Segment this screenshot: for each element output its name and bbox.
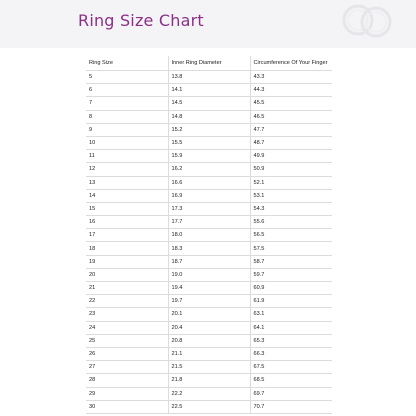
cell-ring-size: 26 xyxy=(86,347,168,360)
cell-circumference: 53.1 xyxy=(250,189,332,202)
cell-ring-size: 15 xyxy=(86,202,168,215)
cell-circumference: 63.1 xyxy=(250,308,332,321)
table-row xyxy=(86,308,332,321)
cell-ring-size: 13 xyxy=(86,176,168,189)
size-table-container xyxy=(86,56,332,414)
table-row xyxy=(86,255,332,268)
table-row xyxy=(86,334,332,347)
cell-inner-diameter: 17.7 xyxy=(168,216,250,229)
table-row xyxy=(86,242,332,255)
table-row xyxy=(86,321,332,334)
table-row xyxy=(86,400,332,413)
table-header-row xyxy=(86,56,332,71)
cell-ring-size: 6 xyxy=(86,84,168,97)
cell-inner-diameter: 18.7 xyxy=(168,255,250,268)
cell-inner-diameter: 15.9 xyxy=(168,150,250,163)
cell-circumference: 56.5 xyxy=(250,229,332,242)
cell-inner-diameter: 14.5 xyxy=(168,97,250,110)
cell-ring-size: 20 xyxy=(86,268,168,281)
table-row xyxy=(86,189,332,202)
cell-ring-size: 8 xyxy=(86,110,168,123)
table-row xyxy=(86,361,332,374)
table-row xyxy=(86,202,332,215)
cell-inner-diameter: 16.2 xyxy=(168,163,250,176)
cell-ring-size: 17 xyxy=(86,229,168,242)
cell-circumference: 68.5 xyxy=(250,374,332,387)
table-row xyxy=(86,374,332,387)
table-row xyxy=(86,136,332,149)
cell-circumference: 47.7 xyxy=(250,123,332,136)
cell-ring-size: 9 xyxy=(86,123,168,136)
header-band xyxy=(0,0,416,48)
cell-circumference: 57.5 xyxy=(250,242,332,255)
cell-circumference: 52.1 xyxy=(250,176,332,189)
cell-inner-diameter: 18.0 xyxy=(168,229,250,242)
header-ring-size: Ring Size xyxy=(86,56,168,71)
cell-circumference: 54.3 xyxy=(250,202,332,215)
ring-size-table xyxy=(86,56,332,414)
table-row xyxy=(86,282,332,295)
cell-ring-size: 28 xyxy=(86,374,168,387)
table-row xyxy=(86,268,332,281)
table-row xyxy=(86,123,332,136)
cell-inner-diameter: 21.8 xyxy=(168,374,250,387)
cell-inner-diameter: 20.1 xyxy=(168,308,250,321)
table-row xyxy=(86,216,332,229)
cell-circumference: 43.3 xyxy=(250,71,332,84)
cell-circumference: 48.7 xyxy=(250,136,332,149)
table-row xyxy=(86,110,332,123)
cell-ring-size: 27 xyxy=(86,361,168,374)
cell-circumference: 49.9 xyxy=(250,150,332,163)
cell-circumference: 46.5 xyxy=(250,110,332,123)
cell-circumference: 59.7 xyxy=(250,268,332,281)
cell-ring-size: 30 xyxy=(86,400,168,413)
cell-ring-size: 19 xyxy=(86,255,168,268)
cell-inner-diameter: 16.9 xyxy=(168,189,250,202)
cell-inner-diameter: 15.5 xyxy=(168,136,250,149)
cell-circumference: 55.6 xyxy=(250,216,332,229)
cell-circumference: 69.7 xyxy=(250,387,332,400)
cell-circumference: 64.1 xyxy=(250,321,332,334)
cell-circumference: 44.3 xyxy=(250,84,332,97)
cell-ring-size: 22 xyxy=(86,295,168,308)
cell-inner-diameter: 19.0 xyxy=(168,268,250,281)
table-row xyxy=(86,229,332,242)
cell-circumference: 65.3 xyxy=(250,334,332,347)
cell-circumference: 58.7 xyxy=(250,255,332,268)
cell-circumference: 45.5 xyxy=(250,97,332,110)
cell-ring-size: 5 xyxy=(86,71,168,84)
cell-ring-size: 11 xyxy=(86,150,168,163)
cell-inner-diameter: 13.8 xyxy=(168,71,250,84)
cell-inner-diameter: 16.6 xyxy=(168,176,250,189)
cell-inner-diameter: 14.8 xyxy=(168,110,250,123)
table-row xyxy=(86,150,332,163)
cell-circumference: 50.9 xyxy=(250,163,332,176)
cell-inner-diameter: 22.2 xyxy=(168,387,250,400)
cell-circumference: 67.5 xyxy=(250,361,332,374)
table-row xyxy=(86,163,332,176)
cell-ring-size: 7 xyxy=(86,97,168,110)
cell-inner-diameter: 20.4 xyxy=(168,321,250,334)
cell-inner-diameter: 18.3 xyxy=(168,242,250,255)
table-row xyxy=(86,176,332,189)
cell-inner-diameter: 21.5 xyxy=(168,361,250,374)
header-circumference: Circumference Of Your Finger xyxy=(250,56,332,71)
cell-ring-size: 21 xyxy=(86,282,168,295)
cell-ring-size: 18 xyxy=(86,242,168,255)
table-row xyxy=(86,71,332,84)
cell-inner-diameter: 17.3 xyxy=(168,202,250,215)
cell-ring-size: 23 xyxy=(86,308,168,321)
cell-inner-diameter: 20.8 xyxy=(168,334,250,347)
table-row xyxy=(86,84,332,97)
cell-circumference: 70.7 xyxy=(250,400,332,413)
table-row xyxy=(86,387,332,400)
cell-ring-size: 29 xyxy=(86,387,168,400)
cell-inner-diameter: 14.1 xyxy=(168,84,250,97)
cell-ring-size: 10 xyxy=(86,136,168,149)
rings-icon xyxy=(330,2,406,48)
cell-inner-diameter: 15.2 xyxy=(168,123,250,136)
cell-circumference: 60.9 xyxy=(250,282,332,295)
cell-ring-size: 14 xyxy=(86,189,168,202)
header-inner-diameter: Inner Ring Diameter xyxy=(168,56,250,71)
cell-circumference: 61.9 xyxy=(250,295,332,308)
cell-ring-size: 24 xyxy=(86,321,168,334)
table-row xyxy=(86,347,332,360)
cell-ring-size: 25 xyxy=(86,334,168,347)
cell-inner-diameter: 19.4 xyxy=(168,282,250,295)
cell-circumference: 66.3 xyxy=(250,347,332,360)
cell-inner-diameter: 21.1 xyxy=(168,347,250,360)
cell-inner-diameter: 19.7 xyxy=(168,295,250,308)
page-title: Ring Size Chart xyxy=(78,11,204,30)
cell-inner-diameter: 22.5 xyxy=(168,400,250,413)
table-row xyxy=(86,97,332,110)
table-row xyxy=(86,295,332,308)
cell-ring-size: 16 xyxy=(86,216,168,229)
cell-ring-size: 12 xyxy=(86,163,168,176)
